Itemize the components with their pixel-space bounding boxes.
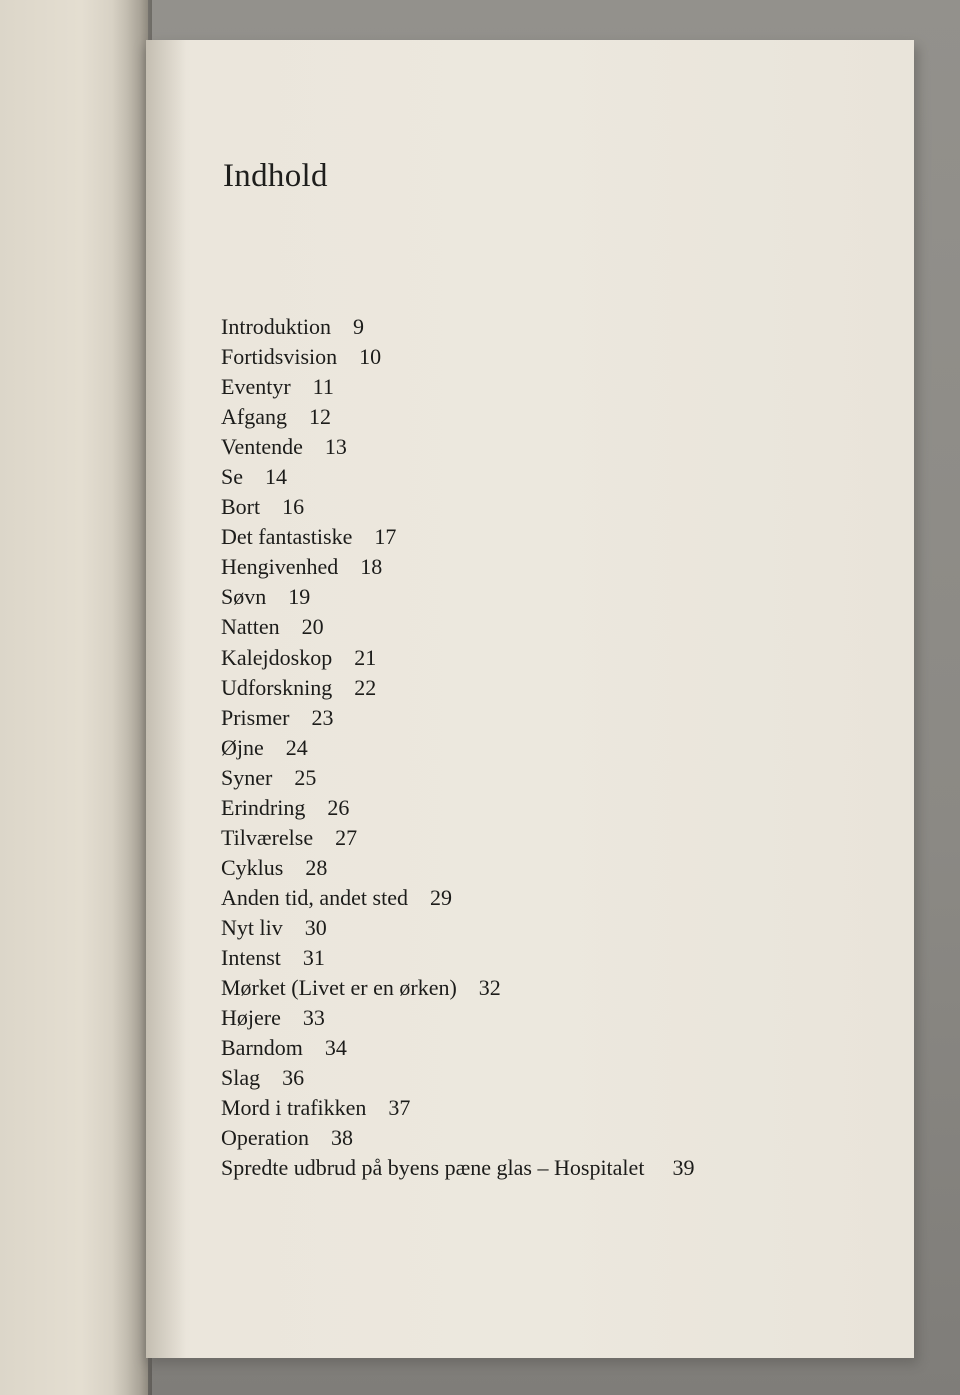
table-of-contents [221,312,861,1183]
toc-entry-title: Nyt liv [221,914,283,940]
toc-entry-page-number: 27 [335,824,358,850]
toc-entry-title: Spredte udbrud på byens pæne glas – Hospitalet [221,1155,645,1181]
toc-entry-page-number: 14 [265,464,287,490]
toc-entry [221,372,861,402]
toc-entry-page-number: 33 [302,1005,325,1031]
toc-entry-title: Cyklus [221,854,284,880]
toc-entry-title: Højere [221,1005,281,1031]
toc-entry [221,793,861,823]
toc-entry-page-number: 28 [305,854,328,880]
toc-entry [221,342,861,372]
toc-entry-page-number: 25 [294,764,317,790]
toc-entry [221,823,861,853]
toc-entry-title: Eventyr [221,374,291,400]
page-title: Indhold [223,158,328,194]
toc-entry-page-number: 23 [311,704,334,730]
toc-entry-page-number: 13 [324,434,347,460]
toc-entry-title: Søvn [221,584,267,610]
toc-entry-page-number: 10 [359,344,382,370]
toc-entry [221,1063,861,1093]
toc-entry [221,1033,861,1063]
toc-entry [221,1153,861,1183]
toc-entry-page-number: 11 [312,374,334,400]
toc-entry-page-number: 20 [301,614,324,640]
toc-entry-page-number: 24 [285,734,308,760]
toc-entry [221,432,861,462]
toc-entry [221,462,861,492]
toc-entry-title: Hengivenhed [221,554,339,580]
toc-entry-page-number: 39 [672,1155,695,1181]
toc-entry [221,913,861,943]
gutter-shadow [146,40,186,1358]
toc-entry-page-number: 16 [282,494,305,520]
toc-entry [221,402,861,432]
toc-entry-page-number: 18 [360,554,383,580]
toc-entry-title: Operation [221,1125,309,1151]
toc-entry [221,312,861,342]
toc-entry-title: Se [221,464,243,490]
toc-entry-page-number: 29 [429,884,452,910]
toc-entry [221,883,861,913]
toc-entry [221,943,861,973]
toc-entry-page-number: 32 [478,975,501,1001]
toc-entry [221,643,861,673]
toc-entry [221,733,861,763]
toc-entry-title: Syner [221,764,273,790]
toc-entry-page-number: 36 [282,1065,305,1091]
toc-entry-page-number: 22 [354,674,377,700]
toc-entry-title: Udforskning [221,674,333,700]
toc-entry [221,973,861,1003]
toc-entry-page-number: 38 [330,1125,353,1151]
toc-entry-title: Afgang [221,404,287,430]
toc-entry [221,582,861,612]
toc-entry [221,853,861,883]
toc-entry-title: Prismer [221,704,290,730]
toc-entry-title: Barndom [221,1035,303,1061]
toc-entry-page-number: 34 [324,1035,347,1061]
toc-entry-title: Intenst [221,945,281,970]
toc-entry-page-number: 37 [388,1095,411,1121]
toc-entry-page-number: 26 [327,794,350,820]
toc-entry [221,1093,861,1123]
toc-entry-page-number: 17 [374,524,397,550]
toc-entry-title: Tilværelse [221,824,314,850]
toc-entry [221,1123,861,1153]
toc-entry-page-number: 21 [354,644,377,670]
toc-entry-title: Det fantastiske [221,524,353,550]
toc-entry [221,612,861,642]
toc-entry-title: Kalejdoskop [221,644,333,670]
toc-entry-title: Natten [221,614,280,640]
toc-entry [221,703,861,733]
toc-entry-title: Bort [221,494,261,520]
toc-entry [221,492,861,522]
toc-entry [221,522,861,552]
toc-entry [221,1003,861,1033]
toc-entry-title: Slag [221,1065,261,1091]
toc-entry-page-number: 30 [304,914,327,940]
toc-entry-title: Mørket (Livet er en ørken) [221,975,457,1001]
toc-entry-page-number: 12 [308,404,331,430]
toc-entry-page-number: 31 [302,945,325,970]
toc-entry-title: Øjne [221,734,264,760]
toc-entry [221,552,861,582]
toc-entry-page-number: 19 [288,584,311,610]
toc-entry [221,763,861,793]
toc-entry-title: Ventende [221,434,303,460]
toc-entry-title: Erindring [221,794,306,820]
toc-entry-page-number: 9 [353,314,364,340]
toc-entry-title: Fortidsvision [221,344,338,370]
toc-entry [221,673,861,703]
toc-entry-title: Anden tid, andet sted [221,884,408,910]
toc-entry-title: Mord i trafikken [221,1095,367,1121]
toc-entry-title: Introduktion [221,314,331,340]
